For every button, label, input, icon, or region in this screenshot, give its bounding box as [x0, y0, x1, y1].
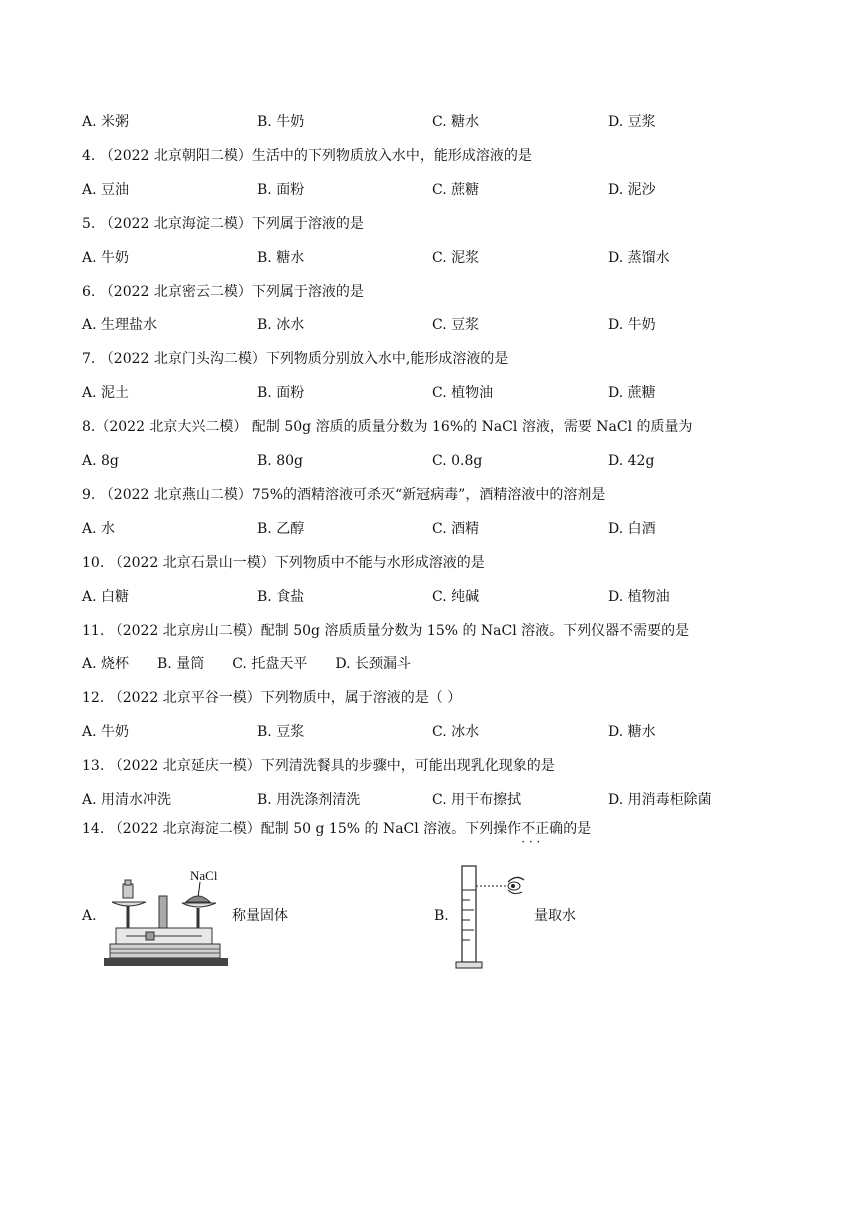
graduated-cylinder-figure	[454, 860, 534, 972]
option-c: C. 用干布擦拭	[432, 792, 522, 808]
figure-b-caption: 量取水	[534, 908, 576, 924]
balance-scale-figure	[102, 862, 232, 972]
option-d: D. 白酒	[608, 521, 656, 537]
option-d: D. 糖水	[608, 724, 656, 740]
question-text: 6. （2022 北京密云二模）下列属于溶液的是	[82, 284, 364, 300]
question-stem	[82, 212, 782, 236]
question-14-figures	[82, 858, 782, 978]
option-row	[82, 720, 782, 744]
option-row	[82, 246, 782, 270]
option-a: A. 水	[82, 521, 116, 537]
option-c: C. 0.8g	[432, 453, 483, 469]
option-a: A. 8g	[82, 453, 119, 469]
option-row	[82, 381, 782, 405]
option-c: C. 泥浆	[432, 250, 480, 266]
option-b: B. 冰水	[257, 317, 305, 333]
option-d: D. 42g	[608, 453, 655, 469]
option-a: A. 牛奶	[82, 250, 130, 266]
option-a: A. 用清水冲洗	[82, 792, 172, 808]
option-d: D. 植物油	[608, 589, 670, 605]
option-c: C. 纯碱	[432, 589, 480, 605]
option-row	[82, 110, 782, 134]
option-d: D. 豆浆	[608, 114, 656, 130]
option-a: A. 豆油	[82, 182, 130, 198]
option-row-inline	[82, 652, 782, 676]
option-b: B. 乙醇	[257, 521, 305, 537]
question-text: 13. （2022 北京延庆一模）下列清洗餐具的步骤中，可能出现乳化现象的是	[82, 758, 555, 774]
option-row	[82, 517, 782, 541]
option-row	[82, 178, 782, 202]
option-b: B. 面粉	[257, 385, 305, 401]
option-c: C. 豆浆	[432, 317, 480, 333]
option-d: D. 牛奶	[608, 317, 656, 333]
question-text: 5. （2022 北京海淀二模）下列属于溶液的是	[82, 216, 364, 232]
option-a: A. 米粥	[82, 114, 130, 130]
question-text: 4. （2022 北京朝阳二模）生活中的下列物质放入水中，能形成溶液的是	[82, 148, 532, 164]
question-text: 9. （2022 北京燕山二模）75%的酒精溶液可杀灭“新冠病毒”，酒精溶液中的溶剂是	[82, 487, 606, 503]
option-c: C. 蔗糖	[432, 182, 480, 198]
option-c: C. 托盘天平	[232, 656, 308, 672]
question-stem	[82, 754, 782, 778]
question-text: 7. （2022 北京门头沟二模）下列物质分别放入水中,能形成溶液的是	[82, 351, 509, 367]
question-14-prefix: 14. （2022 北京海淀二模）配制 50 g 15% 的 NaCl 溶液。下列操作	[82, 821, 522, 837]
question-text: 8.（2022 北京大兴二模） 配制 50g 溶质的质量分数为 16%的 NaCl 溶液，需要 NaCl 的质量为	[82, 419, 693, 435]
question-stem	[82, 280, 782, 304]
option-row	[82, 313, 782, 337]
question-stem	[82, 347, 782, 371]
question-text: 12. （2022 北京平谷一模）下列物质中，属于溶液的是（ ）	[82, 690, 462, 706]
option-row	[82, 449, 782, 473]
option-a: A. 白糖	[82, 589, 130, 605]
question-14-emphasis: 不正确 · · ·	[521, 821, 563, 837]
question-stem	[82, 551, 782, 575]
option-row	[82, 788, 782, 812]
option-a: A. 牛奶	[82, 724, 130, 740]
option-b: B. 面粉	[257, 182, 305, 198]
question-stem	[82, 144, 782, 168]
question-stem	[82, 483, 782, 507]
option-c: C. 糖水	[432, 114, 480, 130]
question-14	[82, 817, 782, 841]
option-a: A. 泥土	[82, 385, 130, 401]
option-d: D. 蒸馏水	[608, 250, 670, 266]
option-b: B. 糖水	[257, 250, 305, 266]
option-a: A. 生理盐水	[82, 317, 158, 333]
question-stem	[82, 415, 782, 439]
figure-a-caption: 称量固体	[232, 908, 288, 924]
option-b: B. 量筒	[157, 656, 205, 672]
figure-b-letter: B.	[434, 908, 449, 924]
option-d: D. 长颈漏斗	[335, 656, 411, 672]
option-b: B. 80g	[257, 453, 303, 469]
option-row	[82, 585, 782, 609]
option-d: D. 泥沙	[608, 182, 656, 198]
figure-a-letter: A.	[82, 908, 97, 924]
option-b: B. 用洗涤剂清洗	[257, 792, 361, 808]
option-d: D. 用消毒柜除菌	[608, 792, 712, 808]
question-text: 11. （2022 北京房山二模）配制 50g 溶质质量分数为 15% 的 NaCl 溶液。下列仪器不需要的是	[82, 623, 690, 639]
question-stem	[82, 619, 782, 643]
option-c: C. 冰水	[432, 724, 480, 740]
nacl-label: NaCl	[190, 868, 218, 883]
option-c: C. 酒精	[432, 521, 480, 537]
question-stem	[82, 686, 782, 710]
option-a: A. 烧杯	[82, 656, 130, 672]
option-c: C. 植物油	[432, 385, 494, 401]
option-b: B. 牛奶	[257, 114, 305, 130]
question-14-suffix: 的是	[563, 821, 592, 837]
option-b: B. 食盐	[257, 589, 305, 605]
option-b: B. 豆浆	[257, 724, 305, 740]
option-d: D. 蔗糖	[608, 385, 656, 401]
question-text: 10. （2022 北京石景山一模）下列物质中不能与水形成溶液的是	[82, 555, 485, 571]
